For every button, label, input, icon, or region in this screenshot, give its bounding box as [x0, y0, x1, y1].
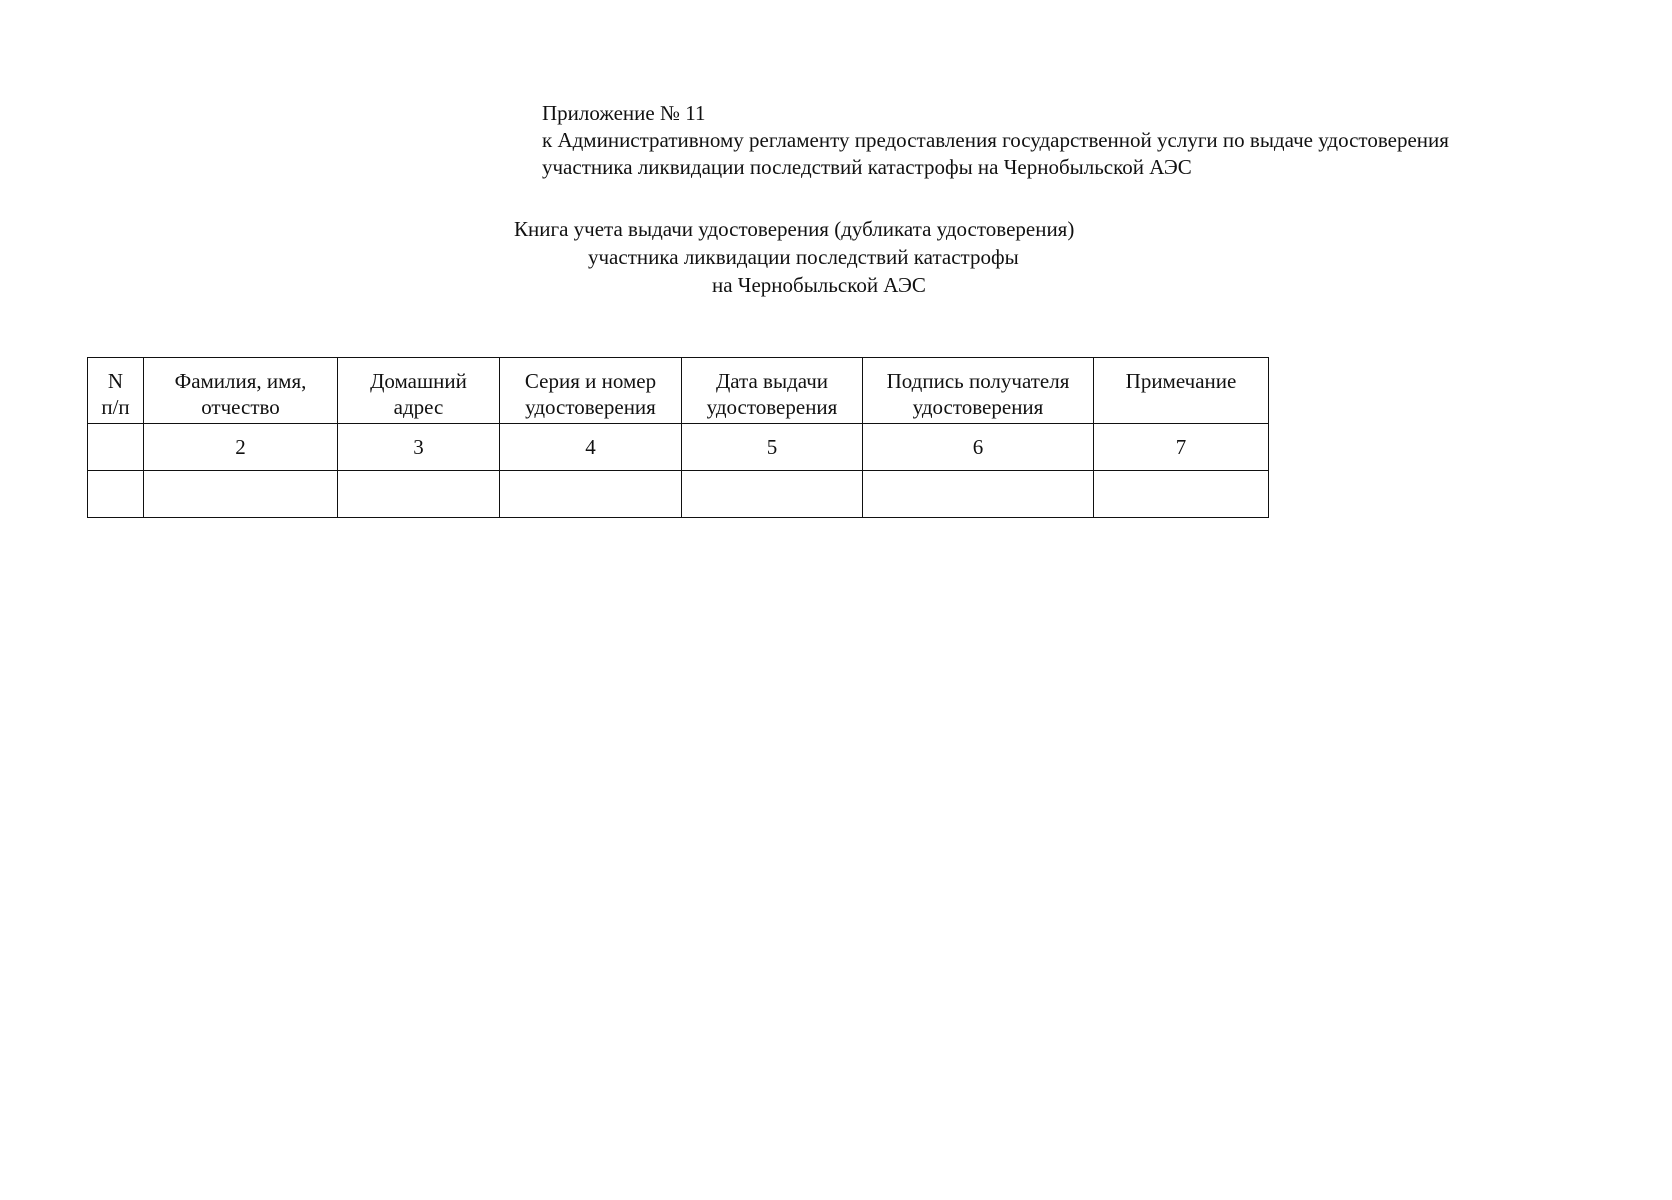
column-number-cell: 3	[338, 424, 500, 471]
header-label: N	[107, 369, 124, 393]
header-cell-note	[1094, 358, 1269, 424]
appendix-block	[542, 100, 1449, 181]
header-label: удостоверения	[912, 395, 1044, 419]
column-number-cell: 7	[1094, 424, 1269, 471]
header-label: удостоверения	[525, 395, 656, 419]
header-label: Примечание	[1125, 369, 1237, 393]
table-header-row	[88, 358, 1269, 424]
empty-cell	[863, 471, 1094, 518]
title-line-3: на Чернобыльской АЭС	[712, 273, 926, 297]
empty-cell	[682, 471, 863, 518]
column-number-cell: 6	[863, 424, 1094, 471]
appendix-reference: к Административному регламенту предоставления государственной услуги по выдаче удостоверения	[542, 128, 1449, 152]
header-cell-issue-date	[682, 358, 863, 424]
header-label: п/п	[101, 395, 130, 419]
column-number-cell: 4	[500, 424, 682, 471]
empty-cell	[88, 471, 144, 518]
column-number-row	[88, 424, 1269, 471]
header-label: адрес	[393, 395, 444, 419]
registry-table	[87, 357, 1269, 518]
empty-cell	[338, 471, 500, 518]
title-line-2: участника ликвидации последствий катастрофы	[588, 245, 1019, 269]
header-label: Подпись получателя	[886, 369, 1070, 393]
header-cell-signature	[863, 358, 1094, 424]
header-cell-home-address	[338, 358, 500, 424]
header-label: Фамилия, имя,	[174, 369, 307, 393]
empty-cell	[1094, 471, 1269, 518]
column-number-cell: 5	[682, 424, 863, 471]
table-row	[88, 471, 1269, 518]
title-line-1: Книга учета выдачи удостоверения (дубликата удостоверения)	[514, 217, 1075, 241]
empty-cell	[500, 471, 682, 518]
appendix-number: Приложение № 11	[542, 101, 706, 125]
header-cell-full-name	[144, 358, 338, 424]
header-label: Дата выдачи	[715, 369, 829, 393]
column-number-cell	[88, 424, 144, 471]
header-label: удостоверения	[706, 395, 838, 419]
header-label: Домашний	[370, 369, 467, 393]
header-cell-number	[88, 358, 144, 424]
header-label: Серия и номер	[524, 369, 657, 393]
column-number-cell: 2	[144, 424, 338, 471]
appendix-reference-cont: участника ликвидации последствий катастрофы на Чернобыльской АЭС	[542, 155, 1192, 179]
empty-cell	[144, 471, 338, 518]
header-label: отчество	[201, 395, 280, 419]
header-cell-series-number	[500, 358, 682, 424]
